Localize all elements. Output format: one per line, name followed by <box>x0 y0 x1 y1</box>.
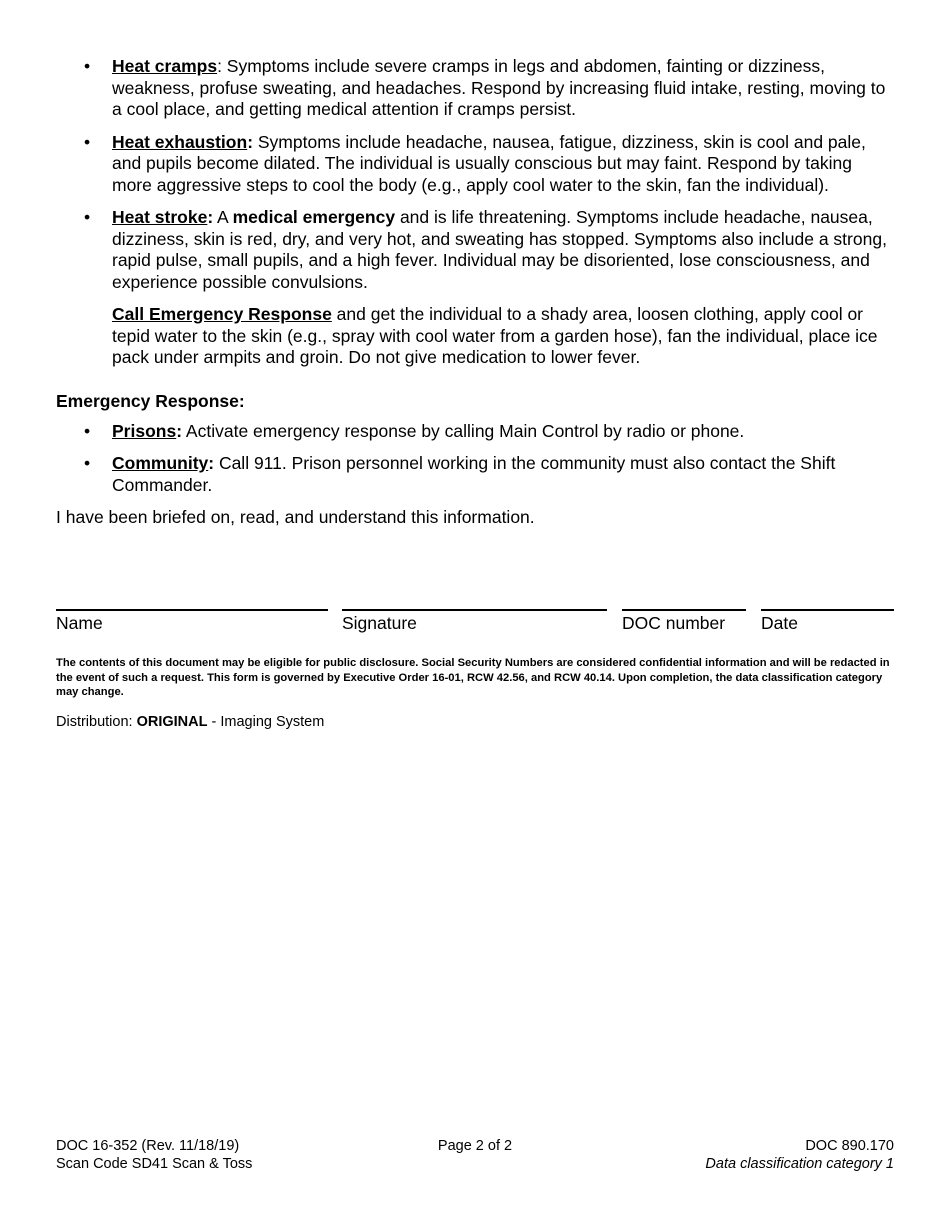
medical-emergency-emphasis: medical emergency <box>232 207 396 227</box>
term-prisons: Prisons <box>112 420 177 441</box>
heat-stroke-text: and is life threatening. Symptoms include headache, nausea, dizziness, skin is red, dry, and very hot, and sweating has stopped. Symptoms also include a strong, rapid pulse, small pupils, and a high fever. Individual may be disoriented, lose consciousness, and experience possible convulsions. <box>112 207 887 292</box>
date-field[interactable] <box>761 609 894 634</box>
name-field[interactable] <box>56 609 328 634</box>
date-label: Date <box>761 613 798 633</box>
term-heat-exhaustion: Heat exhaustion <box>112 131 248 152</box>
policy-number: DOC 890.170 <box>805 1138 894 1154</box>
signature-label: Signature <box>342 613 417 633</box>
term-separator: : <box>247 131 254 152</box>
bullet-icon: • <box>84 207 91 227</box>
data-classification: Data classification category 1 <box>705 1156 894 1172</box>
emergency-response-list <box>56 421 894 497</box>
distribution-destination: - Imaging System <box>207 714 325 730</box>
page-number: Page 2 of 2 <box>437 1138 513 1154</box>
call-emergency-text: and get the individual to a shady area, loosen clothing, apply cool or tepid water to the skin (e.g., spray with cool water from a garden hose), fan the individual, place ice pack under armpits and groin. Do not give medication to lower fever. <box>112 304 878 367</box>
term-separator: : <box>176 420 183 441</box>
document-page <box>56 56 894 730</box>
disclosure-notice: The contents of this document may be eligible for public disclosure. Social Security Numbers are considered confidential information and will be redacted in the event of such a request. This form is governed by Executive Order 16-01, RCW 42.56, and RCW 40.14. Upon completion, the data classification category may change. <box>56 657 890 698</box>
term-heat-cramps: Heat cramps <box>112 56 218 76</box>
list-item-community <box>56 453 894 496</box>
bullet-icon: • <box>84 453 91 473</box>
footer-right <box>705 1137 894 1173</box>
doc-number-field[interactable] <box>622 609 746 634</box>
distribution-original: ORIGINAL <box>136 714 208 730</box>
emergency-response-heading: Emergency Response: <box>56 390 245 411</box>
distribution-line <box>56 713 324 731</box>
bullet-icon: • <box>84 420 91 441</box>
term-separator: : <box>208 453 215 473</box>
heat-stroke-pre: A <box>213 207 233 227</box>
signature-field[interactable] <box>342 609 607 634</box>
list-item-heat-cramps <box>56 56 894 121</box>
community-text: Call 911. Prison personnel working in the community must also contact the Shift Commander. <box>112 453 836 495</box>
signature-row <box>56 609 894 639</box>
term-community: Community <box>112 453 209 473</box>
prisons-text: Activate emergency response by calling Main Control by radio or phone. <box>182 420 745 441</box>
call-emergency-paragraph <box>56 304 894 369</box>
doc-number-label: DOC number <box>622 613 726 633</box>
acknowledgement-statement: I have been briefed on, read, and understand this information. <box>56 507 535 527</box>
form-number: DOC 16-352 (Rev. 11/18/19) <box>56 1138 240 1154</box>
heat-cramps-text: Symptoms include severe cramps in legs and abdomen, fainting or dizziness, weakness, profuse sweating, and headaches. Respond by increasing fluid intake, resting, moving to a cool place, and getting medical attention if cramps persist. <box>112 56 886 119</box>
term-call-emergency-response: Call Emergency Response <box>112 304 332 324</box>
page-footer <box>56 1137 894 1177</box>
heat-illness-list <box>56 56 894 293</box>
heat-exhaustion-text: Symptoms include headache, nausea, fatigue, dizziness, skin is cool and pale, and pupils become dilated. The individual is usually conscious but may faint. Respond by taking more aggressive steps to cool the body (e.g., apply cool water to the skin, fan the individual). <box>112 131 866 195</box>
list-item-prisons <box>56 421 894 443</box>
term-separator: : <box>207 207 214 227</box>
term-separator: : <box>217 56 222 76</box>
name-label: Name <box>56 613 103 633</box>
list-item-heat-stroke <box>56 207 894 293</box>
list-item-heat-exhaustion <box>56 132 894 197</box>
term-heat-stroke: Heat stroke <box>112 207 208 227</box>
scan-code: Scan Code SD41 Scan & Toss <box>56 1156 253 1172</box>
bullet-icon: • <box>84 56 91 76</box>
bullet-icon: • <box>84 131 91 152</box>
distribution-label: Distribution: <box>56 714 137 730</box>
